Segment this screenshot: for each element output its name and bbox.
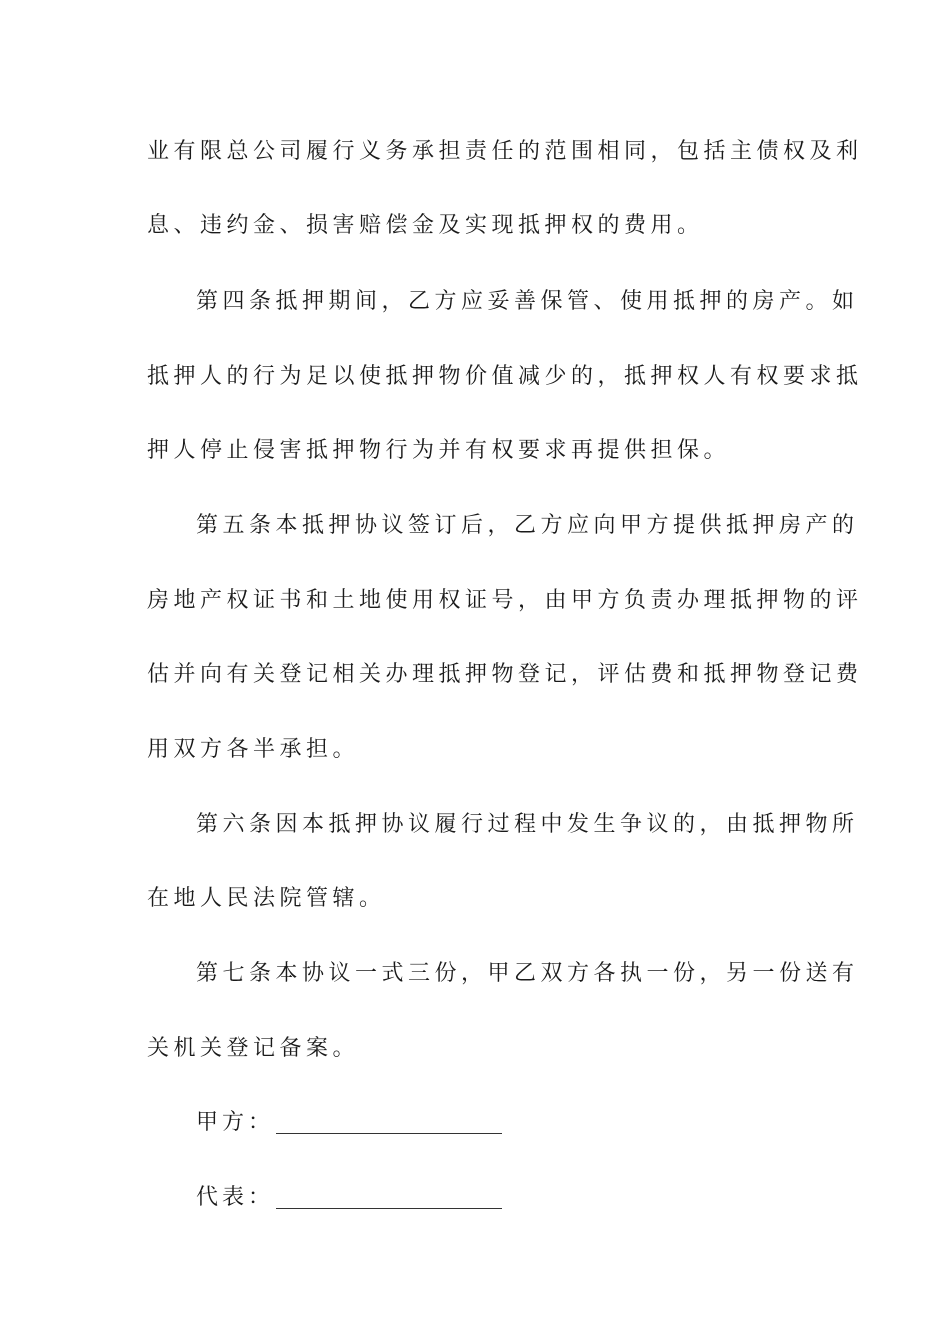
representative-signature-row <box>196 1183 502 1213</box>
party-a-signature-row <box>196 1108 502 1138</box>
text-line-2: 息、违约金、损害赔偿金及实现抵押权的费用。 <box>147 213 704 238</box>
representative-label: 代表： <box>196 1185 275 1210</box>
article-5-line-1: 第五条本抵押协议签订后，乙方应向甲方提供抵押房产的 <box>196 513 859 538</box>
article-5-line-4: 用双方各半承担。 <box>147 737 360 762</box>
representative-signature-line[interactable] <box>276 1188 502 1209</box>
article-4-line-3: 押人停止侵害抵押物行为并有权要求再提供担保。 <box>147 438 731 463</box>
article-4-line-1: 第四条抵押期间，乙方应妥善保管、使用抵押的房产。如 <box>196 289 859 314</box>
article-7-line-1: 第七条本协议一式三份，甲乙双方各执一份，另一份送有 <box>196 961 859 986</box>
article-5-line-3: 估并向有关登记相关办理抵押物登记，评估费和抵押物登记费 <box>147 662 863 687</box>
article-4-line-2: 抵押人的行为足以使抵押物价值减少的，抵押权人有权要求抵 <box>147 364 863 389</box>
article-6-line-1: 第六条因本抵押协议履行过程中发生争议的，由抵押物所 <box>196 812 859 837</box>
article-7-line-2: 关机关登记备案。 <box>147 1036 360 1061</box>
party-a-label: 甲方： <box>196 1110 275 1135</box>
article-5-line-2: 房地产权证书和土地使用权证号，由甲方负责办理抵押物的评 <box>147 588 863 613</box>
text-line-1: 业有限总公司履行义务承担责任的范围相同，包括主债权及利 <box>147 139 863 164</box>
party-a-signature-line[interactable] <box>276 1113 502 1134</box>
article-6-line-2: 在地人民法院管辖。 <box>147 886 386 911</box>
